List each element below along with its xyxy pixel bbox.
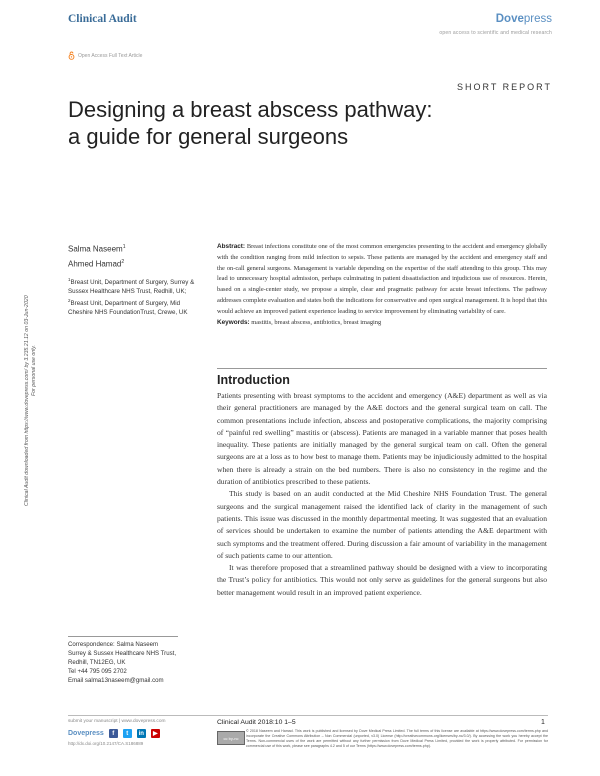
doi-link[interactable]: http://dx.doi.org/10.2147/CA.S186889 — [68, 741, 144, 746]
citation: Clinical Audit 2018:10 1–5 — [217, 719, 296, 726]
author-1[interactable] — [68, 241, 125, 256]
abstract — [217, 242, 547, 328]
section-label: SHORT REPORT — [456, 82, 552, 92]
correspondence-divider — [68, 636, 178, 637]
correspondence-block — [68, 641, 203, 686]
footer-brand — [68, 729, 160, 738]
footer-divider — [68, 715, 548, 716]
facebook-icon[interactable]: f — [109, 729, 118, 738]
abstract-divider — [217, 368, 547, 369]
introduction-body — [217, 390, 547, 599]
publisher-logo[interactable] — [496, 13, 552, 25]
title-line-1: Designing a breast abscess pathway: — [68, 97, 433, 122]
cc-license-badge[interactable]: cc by-nc — [217, 731, 245, 745]
footer-brand-text[interactable]: Dovepress — [68, 730, 104, 737]
correspondence-line: Redhill, TN12EG, UK — [68, 658, 126, 666]
publisher-tagline: open access to scientific and medical research — [439, 30, 552, 36]
keywords-text: mastitis, breast abscess, antibiotics, breast imaging — [251, 318, 382, 326]
author-2[interactable] — [68, 256, 125, 271]
download-note — [24, 176, 38, 506]
affiliations — [68, 275, 198, 317]
correspondence-email[interactable]: Email salma13naseem@gmail.com — [68, 676, 164, 684]
affil-sup-1: 1 — [68, 277, 71, 282]
author-name: Salma Naseem — [68, 244, 123, 254]
correspondence-line: Surrey & Sussex Healthcare NHS Trust, — [68, 649, 177, 657]
youtube-icon[interactable]: ▶ — [151, 729, 160, 738]
submit-manuscript-link[interactable]: submit your manuscript | www.dovepress.com — [68, 719, 166, 724]
paragraph-3: It was therefore proposed that a streamlined pathway should be designed with a view to incorporating the Trust’s policy for antibiotics. This would not only serve as guidelines for the general surgeons but also better management would result in an improved patient experience. — [217, 563, 547, 597]
open-access-text: Open Access Full Text Article — [78, 52, 143, 59]
article-title — [68, 96, 468, 150]
abstract-label: Abstract: — [217, 243, 246, 250]
author-name: Ahmed Hamad — [68, 259, 122, 269]
twitter-icon[interactable]: t — [123, 729, 132, 738]
download-note-line-1: Clinical Audit downloaded from https://www.dovepress.com/ by 3.235.21.12 on 03-Jun-2020 — [24, 295, 30, 506]
title-line-2: a guide for general surgeons — [68, 124, 349, 149]
page-number: 1 — [541, 719, 545, 726]
open-access-label — [68, 51, 142, 60]
abstract-text: Breast infections constitute one of the most common emergencies presenting to the accident and emergency globally with the condition ranging from mild infection to sepsis. These patients are managed by the accident and emergency staff and the on-call general surgeons. Management is variable depending on the expertise of the staff attending to this group. This may lead to unnecessary hospital admission, perhaps culminating in patient dissatisfaction and injudicious use of resources. Herein, based on a single-center study, we propose a simple, clear and pragmatic pathway for acute breast infections. The pathway addresses complete evaluation and states both the indications for conservative and open surgical management. It is hopd that this would achieve an improved patient experience leading to service improvement by eliminating variability of care. — [217, 243, 547, 315]
publisher-logo-part1: Dove — [495, 13, 524, 25]
affil-text-1: Breast Unit, Department of Surgery, Surrey & Sussex Healthcare NHS Trust, Redhill, UK; — [68, 279, 195, 296]
correspondence-line: Tel +44 795 095 2702 — [68, 667, 127, 675]
publisher-logo-part2: press — [523, 13, 552, 25]
license-text: © 2018 Naseem and Hamad. This work is published and licensed by Dove Medical Press Limited. The full terms of this license are available at https://www.dovepress.com/terms.php and incorporate the Creative Commons Attribution – Non Commercial (unported, v3.0) License (http://creativecommons.org/licenses/by-nc/3.0/). By accessing the work you hereby accept the Terms. Non-commercial uses of the work are permitted without any further permission from Dove Medical Press Limited, provided the work is properly attributed. For permission for commercial use of this work, please see paragraphs 4.2 and 5 of our Terms (https://www.dovepress.com/terms.php). — [246, 729, 548, 748]
author-sup: 1 — [122, 244, 126, 250]
affil-sup-2: 2 — [68, 298, 71, 304]
download-note-line-2: For personal use only. — [31, 345, 37, 396]
linkedin-icon[interactable]: in — [138, 730, 144, 737]
correspondence-line: Correspondence: Salma Naseem — [68, 641, 159, 648]
paragraph-1: Patients presenting with breast symptoms to the accident and emergency (A&E) department as well as via their general practitioners are managed by the A&E doctors and the general surgical team on call. The common presentations include infection, abscess and postoperative complications, the majority comprising of “painful red swelling” mastitis or (abscess). Patients are managed in a variable manner that poses health inequality. These patients are initially managed by the general surgical team on call. Often the general surgeons are at a loss as to how best to manage them. Patients may be injudiciously admitted to the hospital when there is already a strain on the bed numbers. There is also no consistency in the regime and the duration of antibiotics prescribed to these patients. — [217, 391, 547, 487]
author-sup: 2 — [121, 258, 125, 265]
introduction-heading: Introduction — [217, 373, 290, 387]
journal-name: Clinical Audit — [68, 13, 137, 25]
open-access-icon — [68, 51, 75, 60]
keywords-label: Keywords: — [217, 318, 250, 326]
affil-text-2: Breast Unit, Department of Surgery, Mid Cheshire NHS FoundationTrust, Crewe, UK — [68, 300, 188, 317]
author-list — [68, 241, 125, 270]
paragraph-2: This study is based on an audit conducted at the Mid Cheshire NHS Foundation Trust. The general surgeons and the surgical management raised the identified lack of clarity in the management of such patients. This issue was discussed in the monthly departmental meeting. It was suggested that an evaluation of services should be undertaken to examine the number of patients attending the A&E department with such symptoms and the treatment offered. During discussion a fair amount of variability in the management of such patients came to our attention. — [217, 489, 547, 560]
